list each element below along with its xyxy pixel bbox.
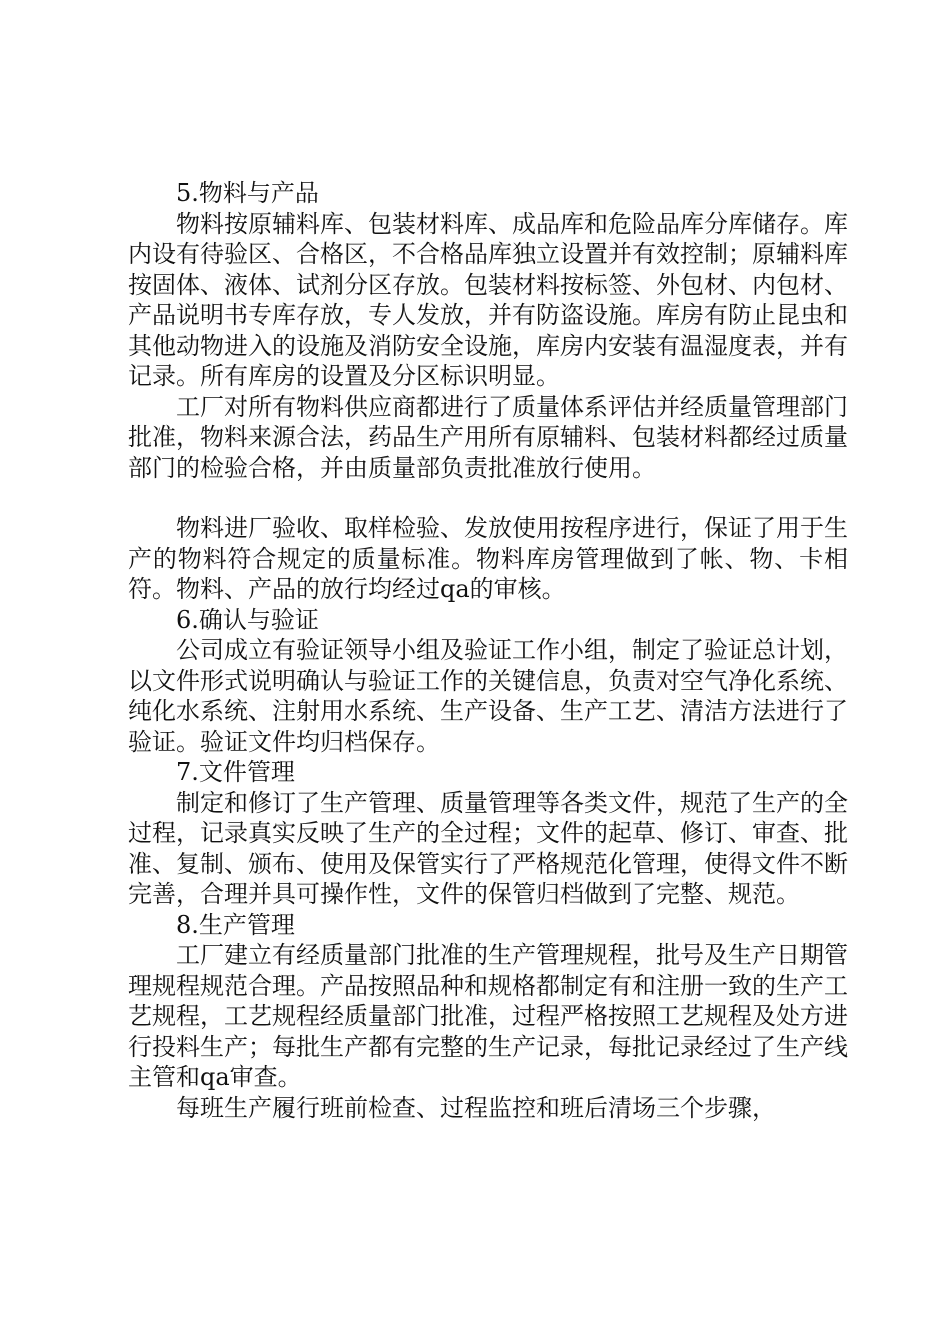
section-heading-validation: 6.确认与验证 <box>176 605 319 634</box>
paragraph-validation: 公司成立有验证领导小组及验证工作小组，制定了验证总计划，以文件形式说明确认与验证工作的关键信息，负责对空气净化系统、纯化水系统、注射用水系统、生产设备、生产工艺、清洁方法进行了验证。验证文件均归档保存。 <box>128 636 848 756</box>
blank-line <box>128 483 848 513</box>
paragraph-suppliers: 工厂对所有物料供应商都进行了质量体系评估并经质量管理部门批准，物料来源合法，药品生产用所有原辅料、包装材料都经过质量部门的检验合格，并由质量部负责批准放行使用。 <box>128 392 848 482</box>
section-heading-documents: 7.文件管理 <box>176 758 295 786</box>
document-page <box>128 178 848 1123</box>
paragraph-warehouse: 物料按原辅料库、包装材料库、成品库和危险品库分库储存。库内设有待验区、合格区，不合格品库独立设置并有效控制；原辅料库按固体、液体、试剂分区存放。包装材料按标签、外包材、内包材、产品说明书专库存放，专人发放，并有防盗设施。库房有防止昆虫和其他动物进入的设施及消防安全设施，库房内安装有温湿度表，并有记录。所有库房的设置及分区标识明显。 <box>128 209 848 390</box>
paragraph-shift-steps: 每班生产履行班前检查、过程监控和班后清场三个步骤， <box>176 1093 776 1122</box>
section-heading-materials: 5.物料与产品 <box>176 179 319 207</box>
section-heading-production: 8.生产管理 <box>176 910 295 939</box>
paragraph-material-release: 物料进厂验收、取样检验、发放使用按程序进行，保证了用于生产的物料符合规定的质量标准。物料库房管理做到了帐、物、卡相符。物料、产品的放行均经过qa的审核。 <box>128 514 848 603</box>
paragraph-production-rules: 工厂建立有经质量部门批准的生产管理规程，批号及生产日期管理规程规范合理。产品按照品种和规格都制定有和注册一致的生产工艺规程，工艺规程经质量部门批准，过程严格按照工艺规程及处方进行投料生产；每批生产都有完整的生产记录，每批记录经过了生产线主管和qa审查。 <box>128 941 848 1091</box>
paragraph-documents: 制定和修订了生产管理、质量管理等各类文件，规范了生产的全过程，记录真实反映了生产的全过程；文件的起草、修订、审查、批准、复制、颁布、使用及保管实行了严格规范化管理，使得文件不断完善，合理并具可操作性，文件的保管归档做到了完整、规范。 <box>128 788 848 908</box>
